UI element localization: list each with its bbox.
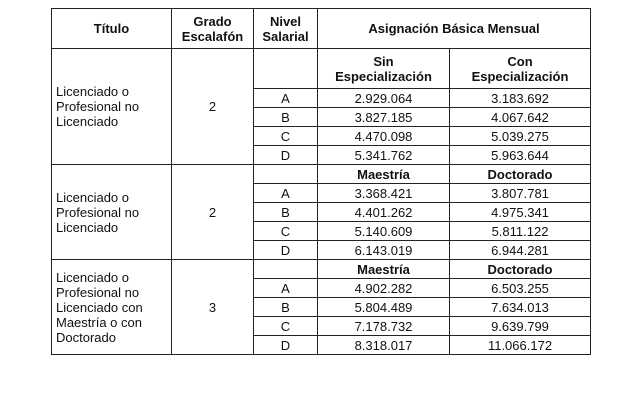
group-1-sub1: [318, 49, 450, 89]
level-cell: A: [254, 89, 318, 108]
value-cell: 5.804.489: [318, 298, 450, 317]
group-1-empty-level: [254, 49, 318, 89]
value-cell: 4.067.642: [450, 108, 591, 127]
group-3-sub1: Maestría: [318, 260, 450, 279]
header-grado: [172, 9, 254, 49]
level-cell: C: [254, 127, 318, 146]
group-1-sub1-line2: Especialización: [335, 68, 432, 84]
value-cell: 3.807.781: [450, 184, 591, 203]
value-cell: 3.183.692: [450, 89, 591, 108]
header-grado-line2: Escalafón: [181, 28, 244, 44]
value-cell: 4.902.282: [318, 279, 450, 298]
level-cell: B: [254, 203, 318, 222]
group-2-title: [52, 165, 172, 260]
group-1-title-line2: Profesional no: [56, 99, 140, 114]
group-3-title-line3: Licenciado con: [56, 299, 143, 315]
group-1-sub2-line2: Especialización: [471, 68, 569, 84]
group-3-title-line2: Profesional no: [56, 284, 140, 300]
value-cell: 5.963.644: [450, 146, 591, 165]
header-nivel-line1: Nivel: [269, 13, 302, 29]
group-1-sub1-line1: Sin: [373, 53, 394, 69]
value-cell: 6.143.019: [318, 241, 450, 260]
value-cell: 5.039.275: [450, 127, 591, 146]
value-cell: 5.140.609: [318, 222, 450, 241]
value-cell: 2.929.064: [318, 89, 450, 108]
header-asignacion: Asignación Básica Mensual: [318, 9, 591, 49]
group-2-title-line2: Profesional no: [56, 204, 140, 220]
header-grado-line1: Grado: [193, 13, 232, 29]
group-3-title-line4: Maestría o con: [56, 314, 142, 330]
group-2-subheader-row: [52, 165, 591, 184]
header-nivel: [254, 9, 318, 49]
value-cell: 6.944.281: [450, 241, 591, 260]
value-cell: 3.827.185: [318, 108, 450, 127]
group-1-sub2: [450, 49, 591, 89]
group-1-sub2-line1: Con: [507, 53, 533, 69]
value-cell: 8.318.017: [318, 336, 450, 355]
group-2-sub2: Doctorado: [450, 165, 591, 184]
salary-table: [51, 8, 591, 355]
value-cell: 7.178.732: [318, 317, 450, 336]
group-3-title-line5: Doctorado: [56, 329, 116, 345]
value-cell: 4.470.098: [318, 127, 450, 146]
level-cell: B: [254, 298, 318, 317]
value-cell: 5.341.762: [318, 146, 450, 165]
value-cell: 9.639.799: [450, 317, 591, 336]
group-2-title-line3: Licenciado: [56, 219, 119, 235]
level-cell: A: [254, 279, 318, 298]
level-cell: B: [254, 108, 318, 127]
group-3-empty-level: [254, 260, 318, 279]
value-cell: 4.975.341: [450, 203, 591, 222]
header-nivel-line2: Salarial: [262, 28, 309, 44]
level-cell: C: [254, 317, 318, 336]
group-1-title: [52, 49, 172, 165]
group-3-sub2: Doctorado: [450, 260, 591, 279]
group-3-title-line1: Licenciado o: [56, 269, 129, 285]
group-3-subheader-row: [52, 260, 591, 279]
group-2-grado: 2: [172, 165, 254, 260]
value-cell: 11.066.172: [450, 336, 591, 355]
level-cell: A: [254, 184, 318, 203]
group-1-title-line3: Licenciado: [56, 114, 119, 129]
group-1-title-line1: Licenciado o: [56, 84, 129, 99]
group-3-grado: 3: [172, 260, 254, 355]
group-2-empty-level: [254, 165, 318, 184]
value-cell: 4.401.262: [318, 203, 450, 222]
level-cell: D: [254, 241, 318, 260]
group-1-subheader-row: [52, 49, 591, 89]
group-2-sub1: Maestría: [318, 165, 450, 184]
value-cell: 3.368.421: [318, 184, 450, 203]
value-cell: 5.811.122: [450, 222, 591, 241]
value-cell: 6.503.255: [450, 279, 591, 298]
level-cell: D: [254, 336, 318, 355]
level-cell: D: [254, 146, 318, 165]
level-cell: C: [254, 222, 318, 241]
value-cell: 7.634.013: [450, 298, 591, 317]
group-1-grado: 2: [172, 49, 254, 165]
group-2-title-line1: Licenciado o: [56, 189, 129, 205]
header-titulo: Título: [52, 9, 172, 49]
group-3-title: [52, 260, 172, 355]
header-row: [52, 9, 591, 49]
